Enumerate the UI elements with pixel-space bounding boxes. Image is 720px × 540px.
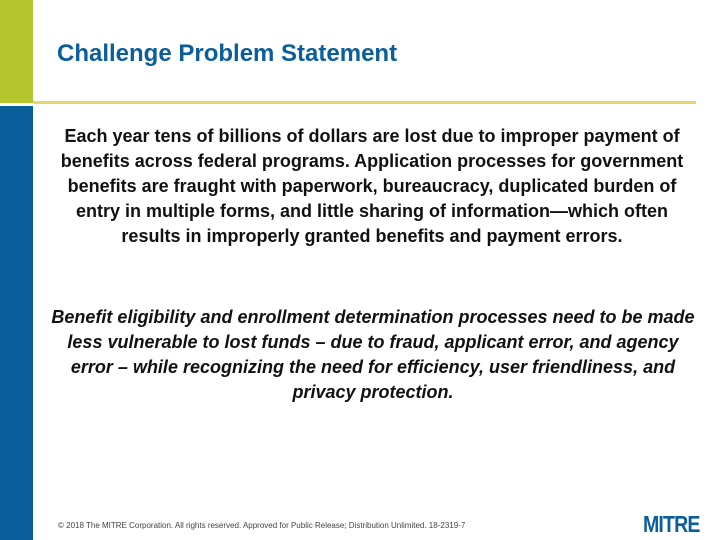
left-accent-bar-green [0,0,33,103]
title-divider [33,101,696,104]
mitre-logo: MITRE [643,511,700,537]
copyright-footer: © 2018 The MITRE Corporation. All rights reserved. Approved for Public Release; Distribution Unlimited. 18-2319-7 [58,521,466,530]
left-accent-bar-blue [0,106,33,540]
slide-title: Challenge Problem Statement [57,40,398,67]
challenge-paragraph: Benefit eligibility and enrollment determination processes need to be made less vulnerable to lost funds – due to fraud, applicant error, and agency error – while recognizing the need for efficiency, user friendliness, and privacy protection. [51,307,695,402]
problem-paragraph: Each year tens of billions of dollars are lost due to improper payment of benefits across federal programs. Application processes for government benefits are fraught with paperwork, bureaucracy, duplicated burden of entry in multiple forms, and little sharing of information—which often results in improperly granted benefits and payment errors. [60,126,684,246]
